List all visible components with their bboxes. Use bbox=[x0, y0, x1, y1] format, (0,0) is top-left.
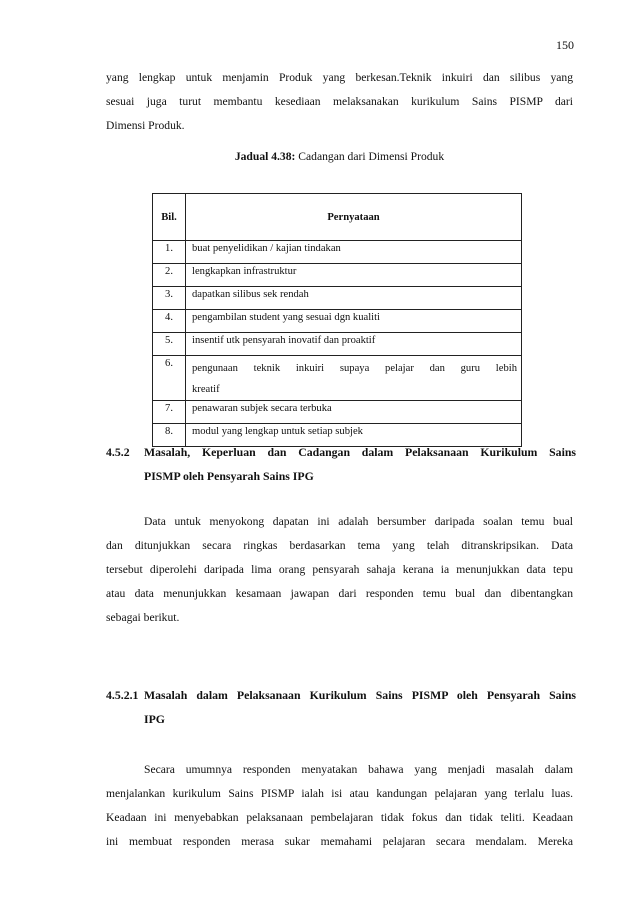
section-number: 4.5.2 bbox=[106, 445, 130, 459]
text-line: dan ditunjukkan secara ringkas berdasarkan tema yang telah ditranskripsikan. Data bbox=[106, 539, 573, 552]
text-line: sebagai berikut. bbox=[106, 611, 180, 624]
row-text-line: kreatif bbox=[192, 384, 220, 395]
section-heading-4-5-2 bbox=[106, 440, 576, 488]
row-text: pengambilan student yang sesuai dgn kualiti bbox=[186, 310, 522, 333]
table-row bbox=[153, 241, 522, 264]
text-line: ini membuat responden merasa sukar memahami pelajaran secara mendalam. Mereka bbox=[106, 835, 573, 848]
text-line: menjalankan kurikulum Sains PISMP ialah isi atau kandungan pelajaran yang terlalu luas. bbox=[106, 787, 573, 800]
text-line: Keadaan ini menyebabkan pelaksanaan pembelajaran tidak fokus dan tidak teliti. Keadaan bbox=[106, 811, 573, 824]
text-line: tersebut diperolehi daripada lima orang pensyarah sahaja kerana ia menunjukkan data tepu bbox=[106, 563, 573, 576]
text-line: Secara umumnya responden menyatakan bahawa yang menjadi masalah dalam bbox=[144, 763, 573, 776]
row-text: modul yang lengkap untuk setiap subjek bbox=[186, 424, 522, 447]
header-statement: Pernyataan bbox=[186, 194, 522, 241]
row-number: 6. bbox=[153, 356, 186, 401]
text-line: Data untuk menyokong dapatan ini adalah bersumber daripada soalan temu bual bbox=[144, 515, 573, 528]
suggestions-table bbox=[152, 193, 522, 447]
row-number: 2. bbox=[153, 264, 186, 287]
text-line: yang lengkap untuk menjamin Produk yang berkesan.Teknik inkuiri dan silibus yang bbox=[106, 71, 573, 84]
table-caption-text: Cadangan dari Dimensi Produk bbox=[295, 150, 445, 163]
table-row bbox=[153, 264, 522, 287]
page-number: 150 bbox=[556, 38, 574, 52]
table-row bbox=[153, 356, 522, 401]
row-number: 1. bbox=[153, 241, 186, 264]
row-number: 4. bbox=[153, 310, 186, 333]
section-heading-4-5-2-1 bbox=[106, 683, 576, 731]
text-line: Dimensi Produk. bbox=[106, 119, 185, 132]
text-line: atau data menunjukkan kesamaan jawapan dari responden temu bual dan dibentangkan bbox=[106, 587, 573, 600]
row-text: insentif utk pensyarah inovatif dan proaktif bbox=[186, 333, 522, 356]
table-row bbox=[153, 287, 522, 310]
table-row bbox=[153, 310, 522, 333]
row-number: 5. bbox=[153, 333, 186, 356]
problem-paragraph bbox=[106, 758, 573, 854]
table-row bbox=[153, 333, 522, 356]
section-title bbox=[144, 683, 576, 731]
table-header-row bbox=[153, 194, 522, 241]
row-text bbox=[186, 356, 522, 401]
section-title-line: PISMP oleh Pensyarah Sains IPG bbox=[144, 469, 314, 483]
row-number: 8. bbox=[153, 424, 186, 447]
section-number: 4.5.2.1 bbox=[106, 688, 139, 702]
row-number: 3. bbox=[153, 287, 186, 310]
row-text: penawaran subjek secara terbuka bbox=[186, 401, 522, 424]
section-title-line: Masalah dalam Pelaksanaan Kurikulum Sains PISMP oleh Pensyarah Sains bbox=[144, 688, 576, 702]
row-text: dapatkan silibus sek rendah bbox=[186, 287, 522, 310]
row-text-line: pengunaan teknik inkuiri supaya pelajar dan guru lebih bbox=[192, 363, 517, 374]
section-title-line: Masalah, Keperluan dan Cadangan dalam Pelaksanaan Kurikulum Sains bbox=[144, 445, 576, 459]
intro-paragraph bbox=[106, 66, 573, 138]
table-caption-label: Jadual 4.38: bbox=[234, 150, 296, 163]
row-text: buat penyelidikan / kajian tindakan bbox=[186, 241, 522, 264]
table-row bbox=[153, 401, 522, 424]
section-title bbox=[144, 440, 576, 488]
header-no: Bil. bbox=[153, 194, 186, 241]
data-paragraph bbox=[106, 510, 573, 630]
table-caption bbox=[106, 150, 573, 163]
row-text: lengkapkan infrastruktur bbox=[186, 264, 522, 287]
section-title-line: IPG bbox=[144, 712, 165, 726]
text-line: sesuai juga turut membantu kesediaan melaksanakan kurikulum Sains PISMP dari bbox=[106, 95, 573, 108]
row-number: 7. bbox=[153, 401, 186, 424]
